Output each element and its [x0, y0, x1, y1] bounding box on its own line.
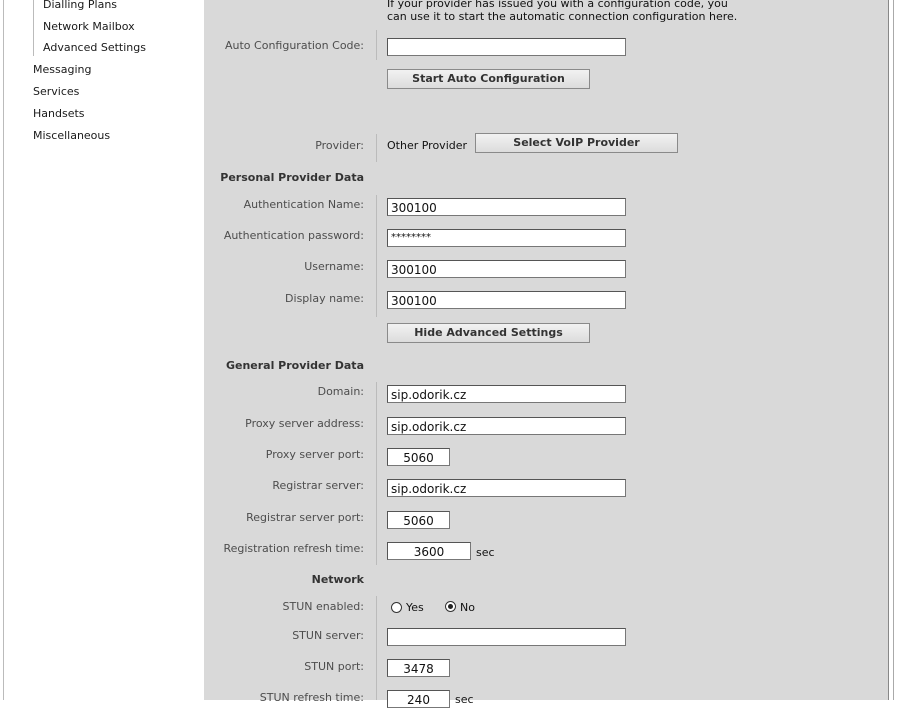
- domain-input[interactable]: sip.odorik.cz: [387, 385, 626, 403]
- settings-panel: [204, 0, 888, 700]
- sidebar-item-handsets[interactable]: Handsets: [33, 107, 85, 120]
- stun-port-input[interactable]: 3478: [387, 659, 450, 677]
- panel-border: [888, 0, 889, 700]
- sidebar-item-advanced-settings[interactable]: Advanced Settings: [43, 41, 146, 54]
- proxy-address-label: Proxy server address:: [245, 417, 364, 430]
- personal-provider-data-title: Personal Provider Data: [220, 171, 364, 184]
- auth-password-label: Authentication password:: [223, 229, 364, 242]
- field-separator: [376, 382, 377, 565]
- stun-server-input[interactable]: [387, 628, 626, 646]
- hide-advanced-settings-button[interactable]: Hide Advanced Settings: [387, 323, 590, 343]
- network-title: Network: [311, 573, 364, 586]
- stun-refresh-input[interactable]: 240: [387, 690, 450, 708]
- domain-label: Domain:: [317, 385, 364, 398]
- auth-name-input[interactable]: 300100: [387, 198, 626, 216]
- sidebar-item-network-mailbox[interactable]: Network Mailbox: [43, 20, 135, 33]
- general-provider-data-title: General Provider Data: [225, 359, 364, 372]
- proxy-address-input[interactable]: sip.odorik.cz: [387, 417, 626, 435]
- provider-label: Provider:: [315, 139, 364, 152]
- stun-no-label: No: [460, 601, 475, 614]
- display-name-input[interactable]: 300100: [387, 291, 626, 309]
- auth-password-input[interactable]: ********: [387, 229, 626, 247]
- provider-value: Other Provider: [387, 139, 468, 152]
- sidebar-border: [3, 0, 4, 700]
- field-separator: [376, 30, 377, 60]
- stun-server-label: STUN server:: [292, 629, 364, 642]
- stun-yes-radio[interactable]: [391, 602, 402, 613]
- auth-name-label: Authentication Name:: [243, 198, 364, 211]
- field-separator: [376, 195, 377, 317]
- sidebar-item-miscellaneous[interactable]: Miscellaneous: [33, 129, 111, 142]
- proxy-port-label: Proxy server port:: [265, 448, 364, 461]
- stun-refresh-label: STUN refresh time:: [259, 691, 364, 704]
- sidebar-item-dialling-plans[interactable]: Dialling Plans: [43, 0, 118, 11]
- refresh-unit: sec: [476, 546, 495, 559]
- username-label: Username:: [304, 260, 364, 273]
- stun-enabled-label: STUN enabled:: [282, 600, 364, 613]
- window-border: [893, 0, 894, 700]
- registration-refresh-input[interactable]: 3600: [387, 542, 471, 560]
- auto-config-code-input[interactable]: [387, 38, 626, 56]
- auto-config-label: Auto Configuration Code:: [225, 39, 364, 52]
- sidebar-nav: [0, 0, 204, 700]
- intro-line-2: can use it to start the automatic connection configuration here.: [387, 10, 738, 23]
- proxy-port-input[interactable]: 5060: [387, 448, 450, 466]
- start-auto-configuration-button[interactable]: Start Auto Configuration: [387, 69, 590, 89]
- registrar-server-input[interactable]: sip.odorik.cz: [387, 479, 626, 497]
- display-name-label: Display name:: [285, 292, 364, 305]
- sidebar-item-messaging[interactable]: Messaging: [33, 63, 92, 76]
- stun-port-label: STUN port:: [304, 660, 364, 673]
- registrar-port-label: Registrar server port:: [246, 511, 364, 524]
- refresh-time-label: Registration refresh time:: [223, 542, 364, 555]
- field-separator: [376, 596, 377, 700]
- intro-line-1: If your provider has issued you with a configuration code, you: [387, 0, 728, 10]
- registrar-label: Registrar server:: [272, 479, 364, 492]
- tree-line: [33, 0, 34, 56]
- registrar-port-input[interactable]: 5060: [387, 511, 450, 529]
- stun-refresh-unit: sec: [455, 693, 474, 706]
- username-input[interactable]: 300100: [387, 260, 626, 278]
- stun-no-radio[interactable]: [445, 601, 456, 612]
- select-voip-provider-button[interactable]: Select VoIP Provider: [475, 133, 678, 153]
- stun-yes-label: Yes: [406, 601, 424, 614]
- field-separator: [376, 134, 377, 162]
- sidebar-item-services[interactable]: Services: [33, 85, 80, 98]
